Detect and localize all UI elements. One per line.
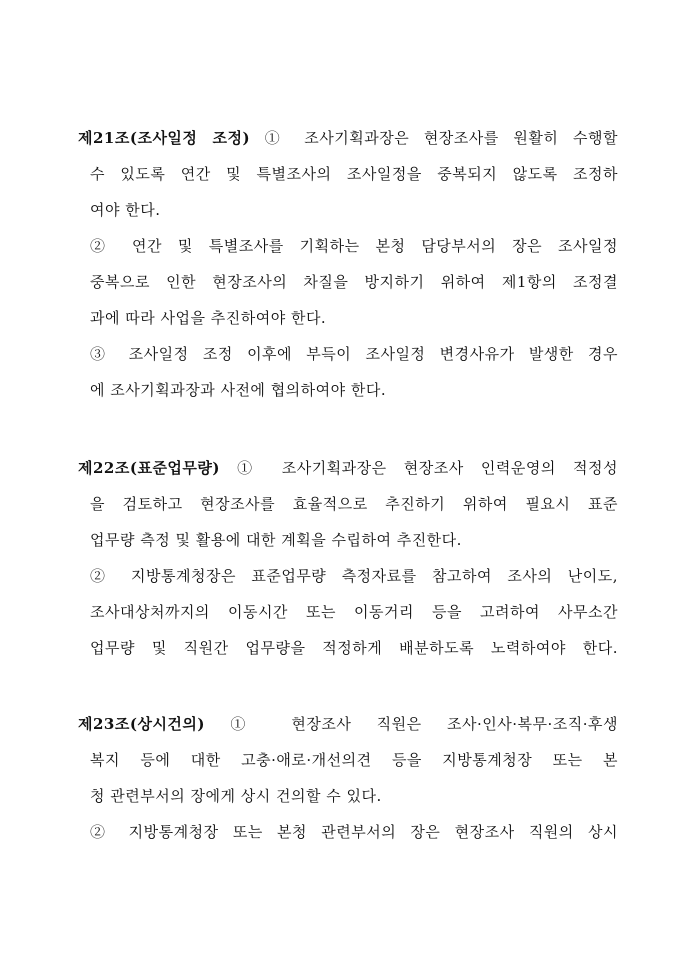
article-21-line-1 [78, 120, 618, 156]
article-21-line-6: 과에 따라 사업을 추진하여야 한다. [90, 309, 327, 327]
article-22-line-3: 업무량 측정 및 활용에 대한 계획을 수립하여 추진한다. [90, 531, 462, 549]
article-23 [78, 706, 618, 850]
article-21-text-1: ① 조사기획과장은 현장조사를 원활히 수행할 [250, 129, 618, 147]
article-21-line-8: 에 조사기획과장과 사전에 협의하여야 한다. [90, 381, 387, 399]
article-22-heading: 제22조(표준업무량) [78, 459, 220, 477]
article-23-text-1: ① 현장조사 직원은 조사·인사·복무·조직·후생 [205, 715, 618, 733]
article-21-heading: 제21조(조사일정 조정) [78, 129, 251, 147]
article-21 [78, 120, 618, 408]
article-23-line-3: 청 관련부서의 장에게 상시 건의할 수 있다. [90, 787, 382, 805]
article-21-line-4: ② 연간 및 특별조사를 기획하는 본청 담당부서의 장은 조사일정 [90, 237, 618, 255]
article-23-line-2: 복지 등에 대한 고충·애로·개선의견 등을 지방통계청장 또는 본 [90, 751, 618, 769]
article-22 [78, 450, 618, 666]
article-22-line-4: ② 지방통계청장은 표준업무량 측정자료를 참고하여 조사의 난이도, [90, 567, 618, 585]
article-23-heading: 제23조(상시건의) [78, 715, 206, 733]
article-21-line-5: 중복으로 인한 현장조사의 차질을 방지하기 위하여 제1항의 조정결 [90, 273, 618, 291]
article-22-text-1: ① 조사기획과장은 현장조사 인력운영의 적정성 [220, 459, 618, 477]
article-23-line-4: ② 지방통계청장 또는 본청 관련부서의 장은 현장조사 직원의 상시 [90, 823, 618, 841]
article-22-line-5: 조사대상처까지의 이동시간 또는 이동거리 등을 고려하여 사무소간 [90, 603, 618, 621]
article-22-line-6: 업무량 및 직원간 업무량을 적정하게 배분하도록 노력하여야 한다. [90, 639, 618, 657]
article-21-line-2: 수 있도록 연간 및 특별조사의 조사일정을 중복되지 않도록 조정하 [90, 165, 618, 183]
article-21-line-3: 여야 한다. [90, 201, 161, 219]
article-23-line-1 [78, 706, 618, 742]
article-22-line-1 [78, 450, 618, 486]
article-21-line-7: ③ 조사일정 조정 이후에 부득이 조사일정 변경사유가 발생한 경우 [90, 345, 618, 363]
article-22-line-2: 을 검토하고 현장조사를 효율적으로 추진하기 위하여 필요시 표준 [90, 495, 618, 513]
